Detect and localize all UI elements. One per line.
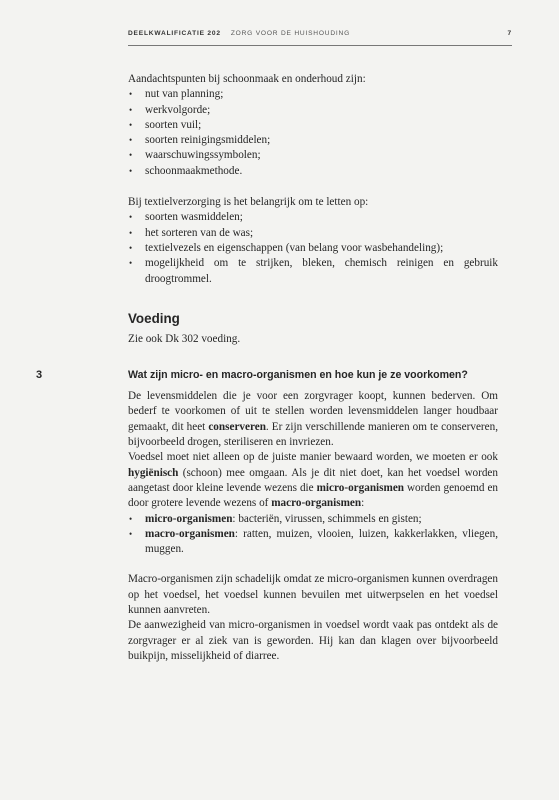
- voeding-reference: Zie ook Dk 302 voeding.: [128, 332, 241, 345]
- textile-list: [128, 210, 498, 286]
- running-head: [128, 30, 512, 44]
- list-item: • het sorteren van de was;: [128, 226, 498, 241]
- list-item: • schoonmaakmethode.: [128, 164, 498, 179]
- list-item: • micro-organismen: bacteriën, virussen, schimmels en gisten;: [128, 512, 498, 527]
- textile-intro: Bij textielverzorging is het belangrijk om te letten op:: [128, 196, 369, 209]
- paragraph-detection: De aanwezigheid van micro-organismen in voedsel wordt vaak pas ontdekt als de zorgvrager er al ziek van is geworden. Hij kan dan klagen over bijvoorbeeld buikpijn, misselijkheid of diarree.: [128, 619, 498, 662]
- running-head-topic: ZORG VOOR DE HUISHOUDING: [230, 30, 351, 37]
- list-item: • soorten reinigingsmiddelen;: [128, 133, 498, 148]
- list-item: • textielvezels en eigenschappen (van belang voor wasbehandeling);: [128, 241, 498, 256]
- section-title-voeding: Voeding: [128, 310, 180, 326]
- paragraph-hygiene: Voedsel moet niet alleen op de juiste manier bewaard worden, we moeten er ook hygiënisch (schoon) mee omgaan. Als je dit niet doet, kan het voedsel worden aangetast door kleine levende wezens die micro-organismen worden genoemd en door grotere levende wezens of macro-organismen:: [128, 451, 499, 510]
- question-title: Wat zijn micro- en macro-organismen en hoe kun je ze voorkomen?: [128, 369, 468, 382]
- list-item: • soorten vuil;: [128, 118, 498, 133]
- paragraph-macro-harm: Macro-organismen zijn schadelijk omdat ze micro-organismen kunnen overdragen op het voedsel, het voedsel kunnen bevuilen met uitwerpselen en het voedsel kunnen aanvreten.: [128, 573, 498, 617]
- question-number: 3: [36, 369, 43, 382]
- running-head-section: DEELKWALIFICATIE 202: [128, 30, 221, 37]
- list-item: • mogelijkheid om te strijken, bleken, chemisch reinigen en gebruik droogtrommel.: [128, 256, 498, 287]
- list-item: • macro-organismen: ratten, muizen, vlooien, luizen, kakkerlakken, vliegen, muggen.: [128, 527, 498, 558]
- page-number: 7: [507, 30, 512, 37]
- header-rule: [128, 45, 512, 46]
- list-item: • waarschuwingssymbolen;: [128, 148, 498, 163]
- term-conserveren: conserveren: [208, 420, 266, 433]
- cleaning-intro: Aandachtspunten bij schoonmaak en onderhoud zijn:: [128, 73, 366, 85]
- organism-list: [128, 512, 498, 558]
- question-heading: [36, 368, 498, 383]
- list-item: • soorten wasmiddelen;: [128, 210, 498, 225]
- body-text: [36, 72, 499, 664]
- list-item: • werkvolgorde;: [128, 103, 498, 118]
- term-micro-organismen: micro-organismen: [316, 481, 405, 494]
- list-item: • nut van planning;: [128, 87, 498, 102]
- term-macro-organismen: macro-organismen: [271, 497, 362, 510]
- paragraph-conserveren: De levensmiddelen die je voor een zorgvrager koopt, kunnen bederven. Om bederf te voorkomen of uit te stellen worden levensmiddelen langer houdbaar gemaakt, dit heet conserveren. Er zijn verschillende manieren om te conserveren, bijvoorbeeld drogen, steriliseren en invriezen.: [128, 390, 498, 449]
- cleaning-list: [128, 87, 498, 179]
- term-hygienisch: hygiënisch: [128, 466, 179, 479]
